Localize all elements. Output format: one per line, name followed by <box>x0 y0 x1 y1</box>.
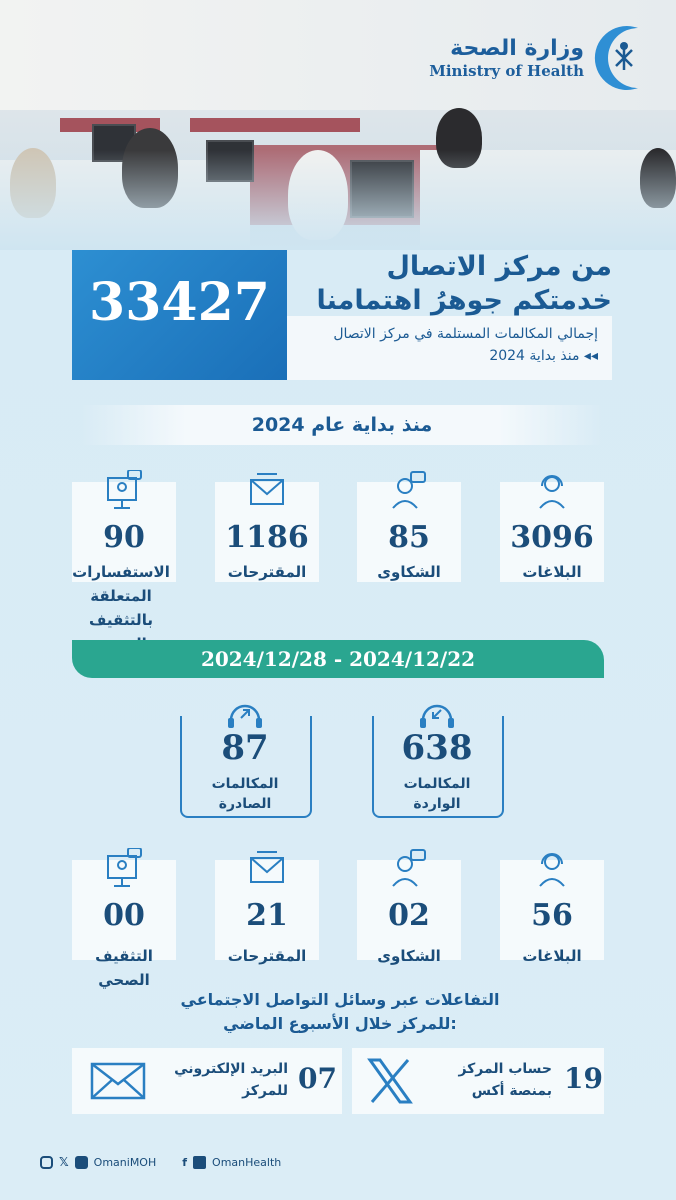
footer-social-handles <box>40 1150 281 1174</box>
envelope-icon <box>90 1062 146 1100</box>
outgoing-calls-card: 87 المكالمات الصادرة <box>180 698 310 818</box>
social-title-line2: للمركز خلال الأسبوع الماضي: <box>223 1014 457 1033</box>
week-label-suggestions: المقترحات <box>227 947 307 965</box>
logo-arabic-text: وزارة الصحة <box>450 36 584 61</box>
stat-card-complaints: 85 <box>357 482 461 582</box>
week-card-reports: 56 <box>500 860 604 960</box>
social-title-line1: التفاعلات عبر وسائل التواصل الاجتماعي <box>180 990 500 1009</box>
banner-subtitle: إجمالي المكالمات المستلمة في مركز الاتصال <box>333 326 598 342</box>
headset-agent-icon <box>534 848 570 888</box>
total-calls-value: 33427 <box>89 272 270 333</box>
stat-label-complaints: الشكاوى <box>377 563 441 581</box>
stat-label-reports: البلاغات <box>522 563 582 581</box>
social-x-card: 19 حساب المركز بمنصة أكس <box>352 1048 604 1114</box>
agent-chat-icon <box>391 470 427 510</box>
stat-card-health-education: 90 <box>72 482 176 582</box>
linkedin-icon[interactable] <box>193 1156 206 1169</box>
instagram-icon[interactable] <box>40 1156 53 1169</box>
week-card-health-education: 00 <box>72 860 176 960</box>
banner-headline: من مركز الاتصال خدمتكم جوهرُ اهتمامنا <box>316 251 612 316</box>
banner-subtitle-date: منذ بداية 2024 ◂◂ <box>489 348 598 364</box>
social-email-card: 07 البريد الإلكتروني للمركز <box>72 1048 342 1114</box>
facebook-icon[interactable]: f <box>182 1155 188 1169</box>
week-label-health-education: التثقيف الصحي <box>95 947 153 989</box>
stat-card-suggestions: 1186 <box>215 482 319 582</box>
week-card-suggestions: 21 <box>215 860 319 960</box>
stat-label-suggestions: المقترحات <box>227 563 307 581</box>
stat-label-health-education: الاستفسارات المتعلقة بالتثقيف <box>72 563 170 629</box>
agent-chat-icon <box>391 848 427 888</box>
monitor-agent-icon <box>106 848 142 888</box>
envelope-icon <box>249 470 285 510</box>
week-card-complaints: 02 <box>357 860 461 960</box>
stat-card-reports: 3096 <box>500 482 604 582</box>
youtube-icon[interactable] <box>75 1156 88 1169</box>
ministry-logo <box>429 22 654 94</box>
since-start-title: منذ بداية عام 2024 <box>251 414 433 436</box>
incoming-calls-card: 638 المكالمات الواردة <box>372 698 502 818</box>
logo-english-text: Ministry of Health <box>429 62 584 80</box>
footer-handle-2[interactable]: OmanHealth <box>212 1155 282 1169</box>
total-calls-banner <box>72 250 612 380</box>
x-footer-icon[interactable]: 𝕏 <box>59 1155 69 1169</box>
week-date-range-bar <box>72 640 604 678</box>
monitor-agent-icon <box>106 470 142 510</box>
since-start-title-strip <box>82 405 602 445</box>
crescent-emblem-icon <box>594 22 654 94</box>
week-label-complaints: الشكاوى <box>377 947 441 965</box>
x-logo-icon <box>366 1058 414 1104</box>
footer-handle-1[interactable]: OmaniMOH <box>93 1155 157 1169</box>
envelope-icon <box>249 848 285 888</box>
week-label-reports: البلاغات <box>522 947 582 965</box>
week-date-range: 2024/12/28 - 2024/12/22 <box>200 647 476 671</box>
headset-agent-icon <box>534 470 570 510</box>
